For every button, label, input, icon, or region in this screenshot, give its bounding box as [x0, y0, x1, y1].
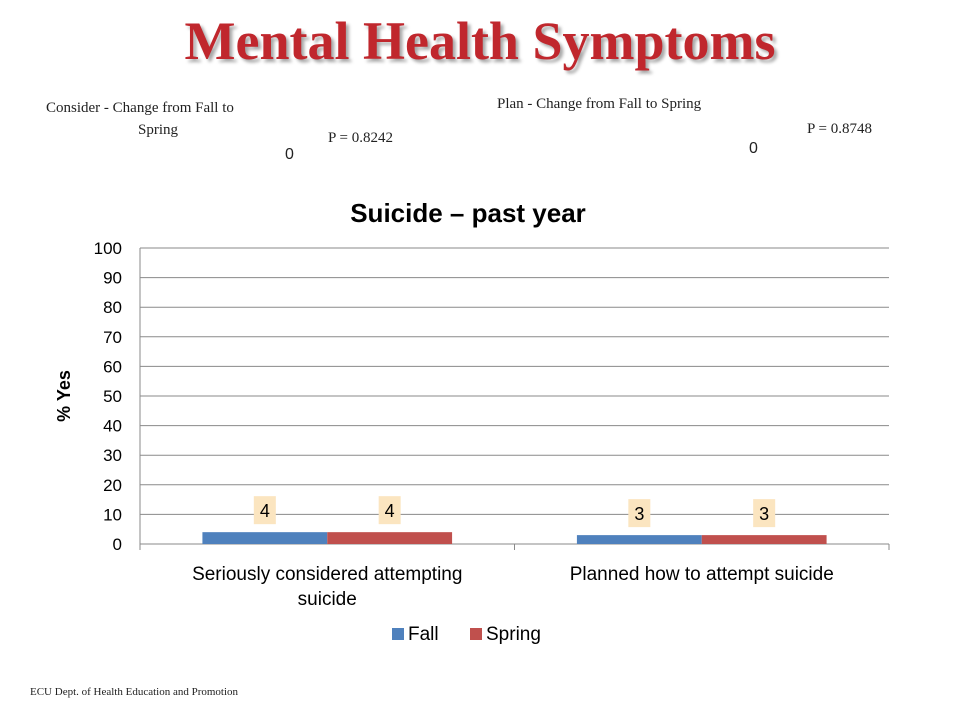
plan-change-label: Plan - Change from Fall to Spring	[497, 96, 702, 112]
bar-fall	[577, 535, 702, 544]
y-tick-label: 20	[103, 475, 122, 495]
y-tick-label: 40	[103, 416, 122, 436]
y-tick-label: 80	[103, 298, 122, 318]
bar-spring	[327, 532, 452, 544]
legend-swatch-spring	[470, 628, 482, 640]
y-tick-label: 10	[103, 505, 122, 525]
y-tick-label: 70	[103, 327, 122, 347]
data-label: 4	[259, 501, 270, 522]
legend-swatch-fall	[392, 628, 404, 640]
x-category-label: Planned how to attempt suicide	[569, 564, 834, 585]
consider-p-value: P = 0.8242	[328, 130, 393, 146]
bar-fall	[202, 532, 327, 544]
chart-title: Suicide – past year	[350, 198, 586, 228]
y-tick-label: 30	[103, 446, 122, 466]
data-label: 3	[634, 504, 645, 525]
consider-change-label-cont: Spring	[138, 122, 179, 138]
y-tick-label: 50	[103, 387, 122, 406]
x-category-label: suicide	[297, 589, 357, 610]
slide-title: Mental Health Symptoms	[184, 11, 776, 71]
legend-label-fall: Fall	[408, 624, 439, 645]
y-tick-label: 0	[112, 535, 122, 554]
data-label: 4	[384, 501, 395, 522]
y-axis-label: % Yes	[54, 370, 74, 422]
x-category-label: Seriously considered attempting	[192, 564, 463, 585]
plan-p-value: P = 0.8748	[807, 121, 872, 137]
legend-label-spring: Spring	[486, 624, 541, 645]
y-tick-label: 90	[103, 268, 122, 288]
y-tick-label: 100	[93, 239, 122, 258]
plan-change-value: 0	[749, 140, 758, 157]
y-tick-label: 60	[103, 357, 122, 377]
consider-change-label: Consider - Change from Fall to	[46, 100, 234, 116]
footer-credit: ECU Dept. of Health Education and Promotion	[30, 686, 239, 698]
data-label: 3	[759, 504, 770, 525]
consider-change-value: 0	[285, 146, 294, 163]
bar-spring	[702, 535, 827, 544]
